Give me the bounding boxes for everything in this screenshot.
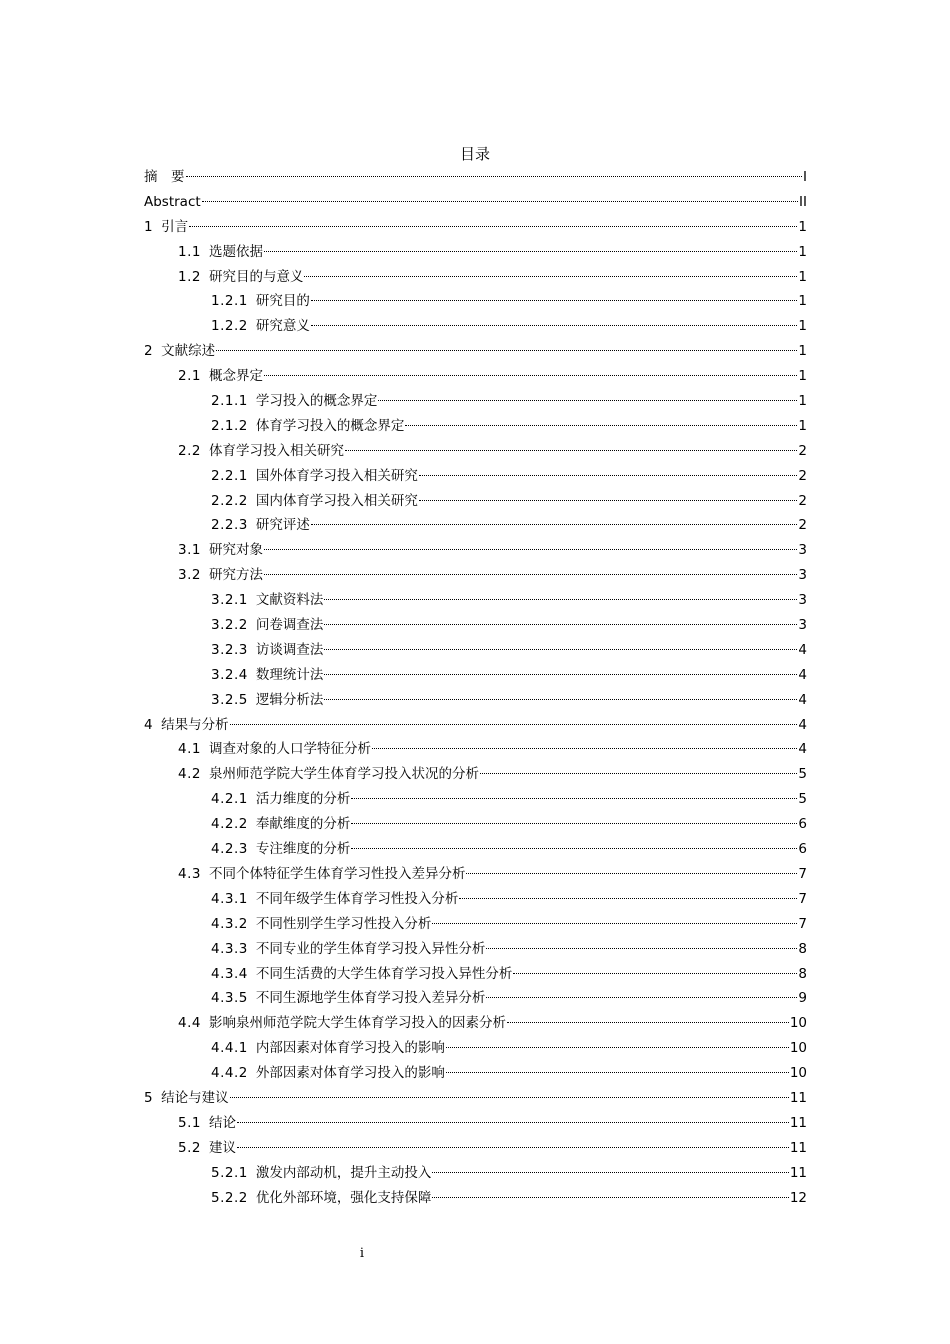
dot-leader bbox=[419, 499, 798, 501]
toc-entry-number: 4.2.2 bbox=[211, 816, 248, 833]
toc-entry-number: 4.3.2 bbox=[211, 915, 248, 932]
toc-entry-page: 12 bbox=[789, 1189, 807, 1206]
dot-leader bbox=[486, 947, 797, 949]
dot-leader bbox=[513, 972, 797, 974]
toc-entry-page: 10 bbox=[789, 1040, 807, 1057]
toc-entry[interactable] bbox=[144, 513, 807, 538]
toc-entry[interactable] bbox=[144, 289, 807, 314]
toc-entry-page: 6 bbox=[798, 841, 807, 858]
toc-entry-page: II bbox=[799, 193, 807, 210]
toc-entry-number: 2.1 bbox=[178, 368, 201, 385]
toc-entry[interactable] bbox=[144, 937, 807, 962]
dot-leader bbox=[459, 897, 797, 899]
toc-entry[interactable] bbox=[144, 588, 807, 613]
toc-entry[interactable] bbox=[144, 314, 807, 339]
toc-entry[interactable] bbox=[144, 165, 807, 190]
toc-entry-title: 研究目的与意义 bbox=[208, 268, 304, 285]
dot-leader bbox=[432, 922, 797, 924]
toc-entry[interactable] bbox=[144, 862, 807, 887]
dot-leader bbox=[230, 1096, 789, 1098]
dot-leader bbox=[351, 847, 797, 849]
toc-entry[interactable] bbox=[144, 1186, 807, 1211]
toc-entry-number: 3.2.1 bbox=[211, 592, 248, 609]
toc-entry[interactable] bbox=[144, 464, 807, 489]
toc-entry-number: 1 bbox=[144, 218, 154, 235]
dot-leader bbox=[216, 349, 797, 351]
toc-entry-title: 问卷调查法 bbox=[255, 617, 324, 634]
toc-entry-title: 国内体育学习投入相关研究 bbox=[255, 492, 418, 509]
toc-entry-page: 10 bbox=[789, 1015, 807, 1032]
toc-entry-title: 国外体育学习投入相关研究 bbox=[255, 467, 418, 484]
toc-entry-page: 2 bbox=[798, 442, 807, 459]
toc-entry-title: 引言 bbox=[161, 218, 189, 235]
toc-entry-title: 激发内部动机，提升主动投入 bbox=[255, 1164, 432, 1181]
toc-entry-page: 4 bbox=[798, 716, 807, 733]
dot-leader bbox=[264, 374, 797, 376]
toc-entry[interactable] bbox=[144, 713, 807, 738]
toc-entry-number: 4.4.2 bbox=[211, 1065, 248, 1082]
dot-leader bbox=[186, 175, 803, 177]
toc-entry-title: 不同个体特征学生体育学习性投入差异分析 bbox=[208, 865, 466, 882]
toc-entry-number: 4.3.3 bbox=[211, 940, 248, 957]
toc-entry-page: 2 bbox=[798, 492, 807, 509]
toc-entry[interactable] bbox=[144, 265, 807, 290]
toc-entry-title: 活力维度的分析 bbox=[255, 791, 351, 808]
toc-entry-title: 体育学习投入相关研究 bbox=[208, 442, 344, 459]
dot-leader bbox=[264, 573, 797, 575]
toc-entry[interactable] bbox=[144, 912, 807, 937]
dot-leader bbox=[237, 1121, 789, 1123]
toc-entry-title: 研究方法 bbox=[208, 567, 263, 584]
dot-leader bbox=[324, 673, 797, 675]
toc-entry-title: 研究评述 bbox=[255, 517, 310, 534]
toc-entry-page: 1 bbox=[798, 268, 807, 285]
toc-entry[interactable] bbox=[144, 538, 807, 563]
toc-entry-title: 结论与建议 bbox=[161, 1089, 229, 1106]
toc-entry-number: 2.2.2 bbox=[211, 492, 248, 509]
dot-leader bbox=[264, 250, 797, 252]
dot-leader bbox=[324, 648, 797, 650]
toc-entry[interactable] bbox=[144, 762, 807, 787]
toc-entry-number: 4.1 bbox=[178, 741, 201, 758]
dot-leader bbox=[324, 698, 797, 700]
toc-entry-title: 文献综述 bbox=[161, 343, 216, 360]
toc-entry-page: 1 bbox=[798, 417, 807, 434]
toc-entry-page: 1 bbox=[798, 243, 807, 260]
toc-entry[interactable] bbox=[144, 1161, 807, 1186]
toc-entry-title: 内部因素对体育学习投入的影响 bbox=[255, 1040, 445, 1057]
toc-entry-number: 3.2.3 bbox=[211, 641, 248, 658]
toc-entry-title: 专注维度的分析 bbox=[255, 841, 351, 858]
toc-entry-title: 文献资料法 bbox=[255, 592, 324, 609]
toc-entry-title: 不同年级学生体育学习性投入分析 bbox=[255, 890, 459, 907]
toc-entry-title: 调查对象的人口学特征分析 bbox=[208, 741, 371, 758]
toc-entry-page: 4 bbox=[798, 666, 807, 683]
toc-entry-number: 2.1.1 bbox=[211, 393, 248, 410]
toc-entry[interactable] bbox=[144, 986, 807, 1011]
toc-entry-title: 学习投入的概念界定 bbox=[255, 393, 378, 410]
toc-entry[interactable] bbox=[144, 414, 807, 439]
toc-entry-title: 概念界定 bbox=[208, 368, 263, 385]
toc-entry-page: 11 bbox=[789, 1164, 807, 1181]
toc-entry-number: 4.2.1 bbox=[211, 791, 248, 808]
toc-entry[interactable] bbox=[144, 663, 807, 688]
toc-entry-page: 8 bbox=[798, 940, 807, 957]
dot-leader bbox=[311, 299, 798, 301]
toc-entry[interactable] bbox=[144, 190, 807, 215]
table-of-contents bbox=[144, 165, 807, 1210]
toc-entry[interactable] bbox=[144, 812, 807, 837]
toc-entry-title: 研究目的 bbox=[255, 293, 310, 310]
toc-entry-page: 7 bbox=[798, 915, 807, 932]
toc-entry-page: 1 bbox=[798, 343, 807, 360]
toc-entry-page: 8 bbox=[798, 965, 807, 982]
toc-entry-number: 5 bbox=[144, 1089, 154, 1106]
toc-entry[interactable] bbox=[144, 364, 807, 389]
toc-entry[interactable] bbox=[144, 688, 807, 713]
toc-entry-title: 不同专业的学生体育学习投入异性分析 bbox=[255, 940, 486, 957]
toc-entry-number: 4.3 bbox=[178, 865, 201, 882]
toc-entry-page: 3 bbox=[798, 567, 807, 584]
dot-leader bbox=[351, 822, 797, 824]
toc-entry-number: 4.2.3 bbox=[211, 841, 248, 858]
dot-leader bbox=[419, 474, 798, 476]
toc-entry-title: 体育学习投入的概念界定 bbox=[255, 417, 405, 434]
toc-entry[interactable] bbox=[144, 339, 807, 364]
toc-entry-page: 7 bbox=[798, 890, 807, 907]
toc-entry-page: 9 bbox=[798, 990, 807, 1007]
toc-entry-title: 影响泉州师范学院大学生体育学习投入的因素分析 bbox=[208, 1015, 506, 1032]
toc-entry-page: 4 bbox=[798, 741, 807, 758]
toc-entry-page: 3 bbox=[798, 617, 807, 634]
dot-leader bbox=[466, 872, 797, 874]
toc-entry[interactable] bbox=[144, 1036, 807, 1061]
toc-entry-page: 2 bbox=[798, 467, 807, 484]
toc-entry[interactable] bbox=[144, 787, 807, 812]
toc-entry-page: 11 bbox=[789, 1139, 807, 1156]
toc-entry-title: 不同生源地学生体育学习投入差异分析 bbox=[255, 990, 486, 1007]
toc-entry-number: 3.2.4 bbox=[211, 666, 248, 683]
toc-entry-number: 3.2.2 bbox=[211, 617, 248, 634]
toc-entry-page: 1 bbox=[798, 393, 807, 410]
toc-entry-page: 2 bbox=[798, 517, 807, 534]
toc-entry[interactable] bbox=[144, 1061, 807, 1086]
dot-leader bbox=[432, 1171, 788, 1173]
toc-entry-number: 2.2 bbox=[178, 442, 201, 459]
toc-entry-page: 11 bbox=[789, 1114, 807, 1131]
dot-leader bbox=[324, 623, 797, 625]
dot-leader bbox=[264, 548, 797, 550]
toc-entry[interactable] bbox=[144, 240, 807, 265]
toc-entry-title: 研究对象 bbox=[208, 542, 263, 559]
toc-entry[interactable] bbox=[144, 613, 807, 638]
toc-entry-title: 外部因素对体育学习投入的影响 bbox=[255, 1065, 445, 1082]
toc-entry-number: 5.2.2 bbox=[211, 1189, 248, 1206]
dot-leader bbox=[372, 747, 797, 749]
toc-entry[interactable] bbox=[144, 737, 807, 762]
toc-entry-number: 4.3.1 bbox=[211, 890, 248, 907]
dot-leader bbox=[311, 523, 798, 525]
toc-entry-page: 3 bbox=[798, 592, 807, 609]
dot-leader bbox=[432, 1196, 788, 1198]
dot-leader bbox=[345, 449, 797, 451]
dot-leader bbox=[486, 996, 797, 998]
toc-entry-page: 1 bbox=[798, 368, 807, 385]
dot-leader bbox=[202, 200, 798, 202]
toc-entry-page: 11 bbox=[789, 1089, 807, 1106]
toc-entry-number: 3.2.5 bbox=[211, 691, 248, 708]
dot-leader bbox=[480, 772, 797, 774]
toc-entry[interactable] bbox=[144, 1111, 807, 1136]
toc-entry[interactable] bbox=[144, 215, 807, 240]
toc-entry-title: 逻辑分析法 bbox=[255, 691, 324, 708]
toc-entry[interactable] bbox=[144, 962, 807, 987]
toc-entry-number: 4.2 bbox=[178, 766, 201, 783]
toc-entry-number: 4 bbox=[144, 716, 154, 733]
toc-entry-title: 结果与分析 bbox=[161, 716, 229, 733]
toc-entry-number: 5.1 bbox=[178, 1114, 201, 1131]
toc-entry-title: 优化外部环境，强化支持保障 bbox=[255, 1189, 432, 1206]
toc-entry-number: 5.2 bbox=[178, 1139, 201, 1156]
dot-leader bbox=[324, 598, 797, 600]
toc-entry-title: 不同生活费的大学生体育学习投入异性分析 bbox=[255, 965, 513, 982]
dot-leader bbox=[378, 399, 797, 401]
toc-entry-title: 访谈调查法 bbox=[255, 641, 324, 658]
dot-leader bbox=[405, 424, 797, 426]
toc-entry-page: 3 bbox=[798, 542, 807, 559]
dot-leader bbox=[351, 797, 797, 799]
toc-entry-number: 4.3.5 bbox=[211, 990, 248, 1007]
toc-entry-page: 6 bbox=[798, 816, 807, 833]
toc-entry-number: 1.2.1 bbox=[211, 293, 248, 310]
toc-entry-title: 结论 bbox=[208, 1114, 236, 1131]
toc-entry-title: 建议 bbox=[208, 1139, 236, 1156]
dot-leader bbox=[507, 1021, 789, 1023]
toc-entry-number: 1.2 bbox=[178, 268, 201, 285]
toc-entry-number: 2.2.1 bbox=[211, 467, 248, 484]
toc-entry-number: 4.3.4 bbox=[211, 965, 248, 982]
toc-entry[interactable] bbox=[144, 389, 807, 414]
toc-entry-title: 泉州师范学院大学生体育学习投入状况的分析 bbox=[208, 766, 479, 783]
toc-entry[interactable] bbox=[144, 1011, 807, 1036]
toc-entry-title: 奉献维度的分析 bbox=[255, 816, 351, 833]
toc-entry-title: 研究意义 bbox=[255, 318, 310, 335]
toc-entry[interactable] bbox=[144, 489, 807, 514]
toc-entry-title: 数理统计法 bbox=[255, 666, 324, 683]
toc-entry-page: 7 bbox=[798, 865, 807, 882]
toc-entry-number: 3.1 bbox=[178, 542, 201, 559]
toc-entry[interactable] bbox=[144, 439, 807, 464]
dot-leader bbox=[237, 1146, 789, 1148]
dot-leader bbox=[311, 324, 798, 326]
dot-leader bbox=[304, 275, 797, 277]
toc-entry-page: 1 bbox=[798, 293, 807, 310]
toc-entry-page: 5 bbox=[798, 791, 807, 808]
toc-entry-number: 2.1.2 bbox=[211, 417, 248, 434]
toc-entry-page: 1 bbox=[798, 318, 807, 335]
page-number: i bbox=[359, 1246, 365, 1261]
page-title: 目录 bbox=[459, 145, 490, 163]
toc-entry-page: 4 bbox=[798, 691, 807, 708]
toc-entry-page: 1 bbox=[798, 218, 807, 235]
dot-leader bbox=[189, 225, 797, 227]
toc-entry-page: 4 bbox=[798, 641, 807, 658]
toc-entry-page: I bbox=[803, 169, 807, 185]
toc-entry[interactable] bbox=[144, 1086, 807, 1111]
toc-entry-number: 2 bbox=[144, 343, 154, 360]
toc-entry-number: 4.4.1 bbox=[211, 1040, 248, 1057]
toc-entry-title: Abstract bbox=[144, 193, 201, 210]
toc-entry[interactable] bbox=[144, 837, 807, 862]
toc-entry-number: 5.2.1 bbox=[211, 1164, 248, 1181]
dot-leader bbox=[230, 723, 798, 725]
toc-entry[interactable] bbox=[144, 563, 807, 588]
dot-leader bbox=[446, 1046, 789, 1048]
toc-entry-title: 摘 要 bbox=[144, 169, 185, 185]
toc-entry-number: 4.4 bbox=[178, 1015, 201, 1032]
toc-entry-title: 不同性别学生学习性投入分析 bbox=[255, 915, 432, 932]
toc-entry[interactable] bbox=[144, 638, 807, 663]
toc-entry-number: 1.1 bbox=[178, 243, 201, 260]
toc-entry-number: 3.2 bbox=[178, 567, 201, 584]
toc-entry-number: 1.2.2 bbox=[211, 318, 248, 335]
toc-entry-number: 2.2.3 bbox=[211, 517, 248, 534]
dot-leader bbox=[446, 1071, 789, 1073]
toc-entry[interactable] bbox=[144, 887, 807, 912]
toc-entry[interactable] bbox=[144, 1136, 807, 1161]
toc-entry-page: 10 bbox=[789, 1065, 807, 1082]
toc-entry-title: 选题依据 bbox=[208, 243, 263, 260]
toc-entry-page: 5 bbox=[798, 766, 807, 783]
